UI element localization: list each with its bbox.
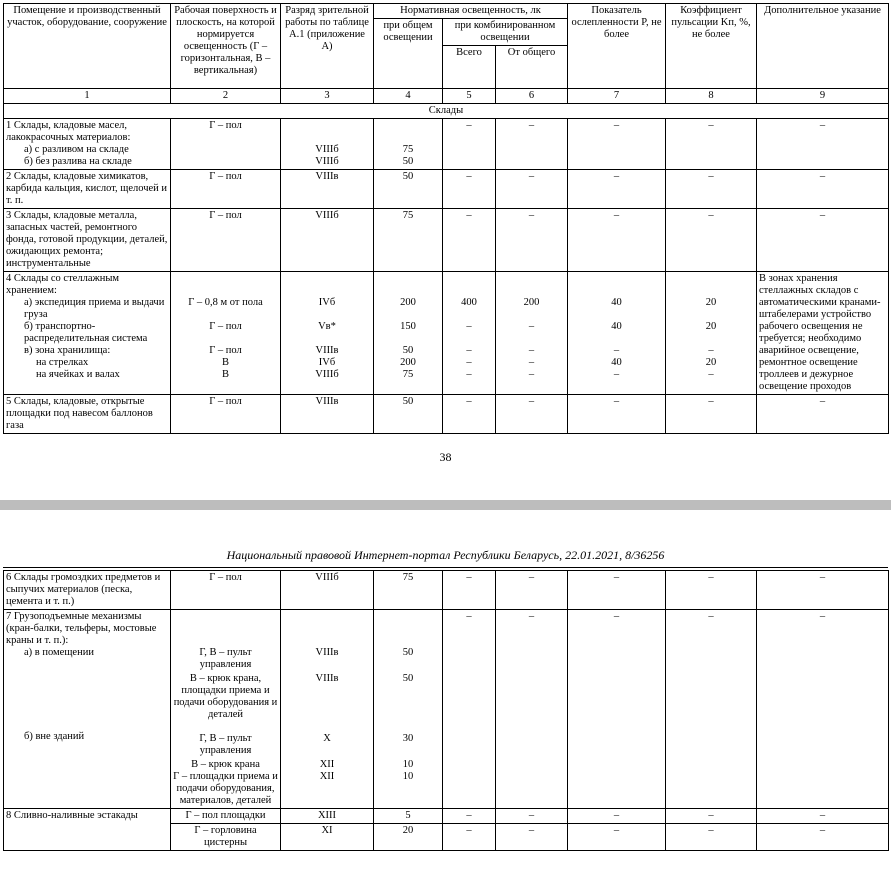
- category-value: X: [323, 733, 331, 744]
- cell-dash: –: [757, 209, 889, 272]
- row-label: 4 Склады со стеллажным хранением:: [6, 273, 122, 296]
- illuminance-value: 10: [402, 771, 414, 782]
- header-general-lighting: при общем освещении: [374, 19, 443, 89]
- illuminance-value: 50: [374, 395, 443, 434]
- surface-value: В – крюк крана, площадки приема и подачи оборудования и деталей: [173, 673, 280, 720]
- from-general-value: –: [528, 321, 535, 332]
- cell-dash: –: [496, 824, 568, 851]
- cell-dash: –: [443, 824, 496, 851]
- surface-value: В – крюк крана: [191, 759, 260, 770]
- row-label: 5 Склады, кладовые, открытые площадки под навесом баллонов газа: [4, 395, 171, 434]
- from-general-value: –: [528, 357, 535, 368]
- row-label: 6 Склады громоздких предметов и сыпучих материалов (песка, цемента и т. п.): [4, 571, 171, 610]
- cell-dash: –: [666, 809, 757, 824]
- row-sublabel: а) экспедиция приема и выдачи груза: [24, 297, 167, 320]
- col-number: 5: [443, 89, 496, 104]
- category-value: XIII: [281, 809, 374, 824]
- cell-dash: –: [757, 571, 889, 610]
- category-value: XII: [319, 759, 335, 770]
- row-sublabel: в) зона хранилища:: [24, 345, 111, 356]
- surface-value: Г – пол: [171, 571, 281, 610]
- glare-value: –: [613, 369, 620, 380]
- table-row: [4, 610, 889, 809]
- cell-dash: –: [666, 571, 757, 610]
- category-value: IVб: [318, 357, 336, 368]
- header-room: Помещение и производственный участок, оборудование, сооружение: [4, 4, 171, 89]
- cell-dash: –: [568, 395, 666, 434]
- cell-dash: –: [568, 170, 666, 209]
- pulsation-value: –: [708, 369, 714, 380]
- cell-dash: –: [496, 119, 568, 170]
- surface-value: Г, В – пульт управления: [199, 647, 255, 670]
- cell-dash: –: [568, 119, 666, 170]
- pulsation-value: 20: [705, 321, 717, 332]
- section-title: Склады: [4, 104, 889, 119]
- glare-value: –: [613, 345, 620, 356]
- cell-dash: –: [443, 395, 496, 434]
- cell-dash: –: [443, 809, 496, 824]
- row-sublabel: на ячейках и валах: [36, 369, 120, 380]
- glare-value: 40: [611, 297, 622, 308]
- pulsation-value: –: [708, 345, 714, 356]
- header-normative-illuminance: Нормативная освещенность, лк: [374, 4, 568, 19]
- illuminance-value: 75: [374, 571, 443, 610]
- table-row: [4, 119, 889, 170]
- cell-dash: –: [757, 395, 889, 434]
- cell-dash: –: [496, 809, 568, 824]
- cell-dash: –: [443, 170, 496, 209]
- header-combined-lighting: при комбинированном освещении: [443, 19, 568, 46]
- illuminance-value: 200: [400, 357, 416, 368]
- col-number: 6: [496, 89, 568, 104]
- surface-value: Г – пол: [171, 395, 281, 434]
- from-general-value: 200: [523, 297, 540, 308]
- category-value: XI: [281, 824, 374, 851]
- row-sublabel: б) транспортно-распределительная система: [24, 321, 148, 344]
- from-general-value: –: [528, 345, 535, 356]
- category-value: VIIIв: [315, 647, 339, 658]
- header-visual-category: Разряд зрительной работы по таблице А.1 (приложение А): [281, 4, 374, 89]
- col-number: 3: [281, 89, 374, 104]
- header-total: Всего: [443, 46, 496, 89]
- row-sublabel: б) вне зданий: [24, 731, 85, 742]
- illuminance-value: 75: [374, 209, 443, 272]
- category-value: VIIIб: [281, 571, 374, 610]
- col-number: 4: [374, 89, 443, 104]
- category-value: VIIIб: [281, 209, 374, 272]
- cell-dash: –: [443, 209, 496, 272]
- surface-value: Г – пол: [171, 170, 281, 209]
- cell-dash: –: [757, 824, 889, 851]
- combined-total-value: –: [466, 357, 472, 368]
- row-label: 2 Склады, кладовые химикатов, карбида кальция, кислот, щелочей и т. п.: [4, 170, 171, 209]
- glare-value: 40: [611, 357, 622, 368]
- header-extra: Дополнительное указание: [757, 4, 889, 89]
- table-row: [4, 395, 889, 434]
- surface-value: Г – пол: [209, 345, 242, 356]
- cell-dash: –: [496, 170, 568, 209]
- surface-value: Г – 0,8 м от пола: [188, 297, 263, 308]
- illuminance-value: 30: [402, 733, 414, 744]
- header-surface: Рабочая поверхность и плоскость, на которой нормируется освещенность (Г – горизонтальная, В – вертикальная): [171, 4, 281, 89]
- illuminance-value: 50: [402, 156, 414, 167]
- cell-dash: –: [666, 610, 757, 809]
- cell-dash: –: [496, 395, 568, 434]
- category-value: Vв*: [318, 321, 336, 332]
- cell-dash: –: [443, 610, 496, 809]
- cell-dash: –: [568, 571, 666, 610]
- header-glare: Показатель ослепленности P, не более: [568, 4, 666, 89]
- header-pulsation: Коэффициент пульсации Kп, %, не более: [666, 4, 757, 89]
- combined-total-value: 400: [461, 297, 477, 308]
- row-sublabel: б) без разлива на складе: [24, 156, 132, 167]
- table-row: [4, 170, 889, 209]
- surface-value: В: [221, 369, 229, 380]
- category-value: VIIIв: [281, 395, 374, 434]
- lighting-norms-table-top: [3, 3, 889, 434]
- surface-value: Г – площадки приема и подачи оборудования, материалов, деталей: [173, 771, 281, 806]
- cell-dash: –: [757, 170, 889, 209]
- cell-dash: –: [568, 209, 666, 272]
- pulsation-value: 20: [705, 297, 717, 308]
- illuminance-value: 75: [402, 144, 414, 155]
- category-value: VIIIв: [315, 673, 339, 684]
- combined-total-value: –: [466, 321, 472, 332]
- col-number: 9: [757, 89, 889, 104]
- cell-dash: –: [757, 610, 889, 809]
- combined-total-value: –: [466, 345, 472, 356]
- surface-value: Г – пол: [209, 120, 242, 131]
- row-sublabel: а) в помещении: [24, 647, 94, 658]
- from-general-value: –: [528, 369, 535, 380]
- row-sublabel: а) с разливом на складе: [24, 144, 129, 155]
- cell-dash: –: [568, 824, 666, 851]
- category-value: VIIIб: [315, 369, 339, 380]
- table-row: [4, 809, 889, 824]
- page-separator: [0, 500, 891, 510]
- surface-value: Г – пол: [171, 209, 281, 272]
- glare-value: 40: [611, 321, 622, 332]
- cell-dash: –: [496, 209, 568, 272]
- cell-dash: –: [443, 571, 496, 610]
- cell-dash: –: [666, 119, 757, 170]
- illuminance-value: 50: [402, 345, 414, 356]
- illuminance-value: 75: [402, 369, 414, 380]
- cell-dash: –: [568, 809, 666, 824]
- category-value: VIIIв: [315, 345, 339, 356]
- cell-dash: –: [568, 610, 666, 809]
- table-row: [4, 571, 889, 610]
- row-label: 3 Склады, кладовые металла, запасных частей, ремонтного фонда, готовой продукции, деталей, ожидающих ремонта; инструментальные: [4, 209, 171, 272]
- surface-value: Г – горловина цистерны: [171, 824, 281, 851]
- col-number: 8: [666, 89, 757, 104]
- illuminance-value: 10: [402, 759, 414, 770]
- surface-value: Г – пол: [209, 321, 242, 332]
- lighting-norms-table-continued: [3, 570, 889, 851]
- cell-dash: –: [666, 170, 757, 209]
- col-number: 1: [4, 89, 171, 104]
- illuminance-value: 50: [402, 647, 414, 658]
- cell-dash: –: [757, 119, 889, 170]
- row-label: 8 Сливно-наливные эстакады: [4, 809, 171, 851]
- illuminance-value: 20: [374, 824, 443, 851]
- category-value: VIIIб: [315, 156, 339, 167]
- illuminance-value: 50: [374, 170, 443, 209]
- surface-value: Г – пол площадки: [171, 809, 281, 824]
- illuminance-value: 50: [402, 673, 414, 684]
- cell-dash: –: [757, 809, 889, 824]
- cell-dash: –: [666, 209, 757, 272]
- cell-dash: –: [496, 571, 568, 610]
- header-from-general: От общего: [496, 46, 568, 89]
- extra-note: В зонах хранения стеллажных складов с автоматическими кранами-штабелерами устройство рабочего освещения не требуется; необходимо аварийное освещение, ремонтное освещение троллеев и дежурное освещение проходов: [757, 272, 889, 395]
- illuminance-value: 150: [400, 321, 416, 332]
- combined-total-value: –: [466, 369, 472, 380]
- illuminance-value: 200: [400, 297, 416, 308]
- cell-dash: –: [496, 610, 568, 809]
- category-value: IVб: [318, 297, 336, 308]
- surface-value: Г, В – пульт управления: [199, 733, 255, 756]
- illuminance-value: 5: [374, 809, 443, 824]
- pulsation-value: 20: [705, 357, 717, 368]
- col-number: 2: [171, 89, 281, 104]
- cell-dash: –: [666, 824, 757, 851]
- row-sublabel: на стрелках: [36, 357, 89, 368]
- category-value: VIIIв: [281, 170, 374, 209]
- portal-header: Национальный правовой Интернет-портал Республики Беларусь, 22.01.2021, 8/36256: [3, 548, 888, 568]
- category-value: XII: [319, 771, 335, 782]
- table-row: [4, 209, 889, 272]
- cell-dash: –: [443, 119, 496, 170]
- col-number: 7: [568, 89, 666, 104]
- page-number: 38: [439, 450, 452, 464]
- surface-value: В: [221, 357, 229, 368]
- table-row: [4, 272, 889, 395]
- category-value: VIIIб: [315, 144, 339, 155]
- cell-dash: –: [666, 395, 757, 434]
- row-label: 1 Склады, кладовые масел, лакокрасочных материалов:: [6, 120, 131, 143]
- row-label: 7 Грузоподъемные механизмы (кран-балки, тельферы, мостовые краны и т. п.):: [6, 611, 160, 646]
